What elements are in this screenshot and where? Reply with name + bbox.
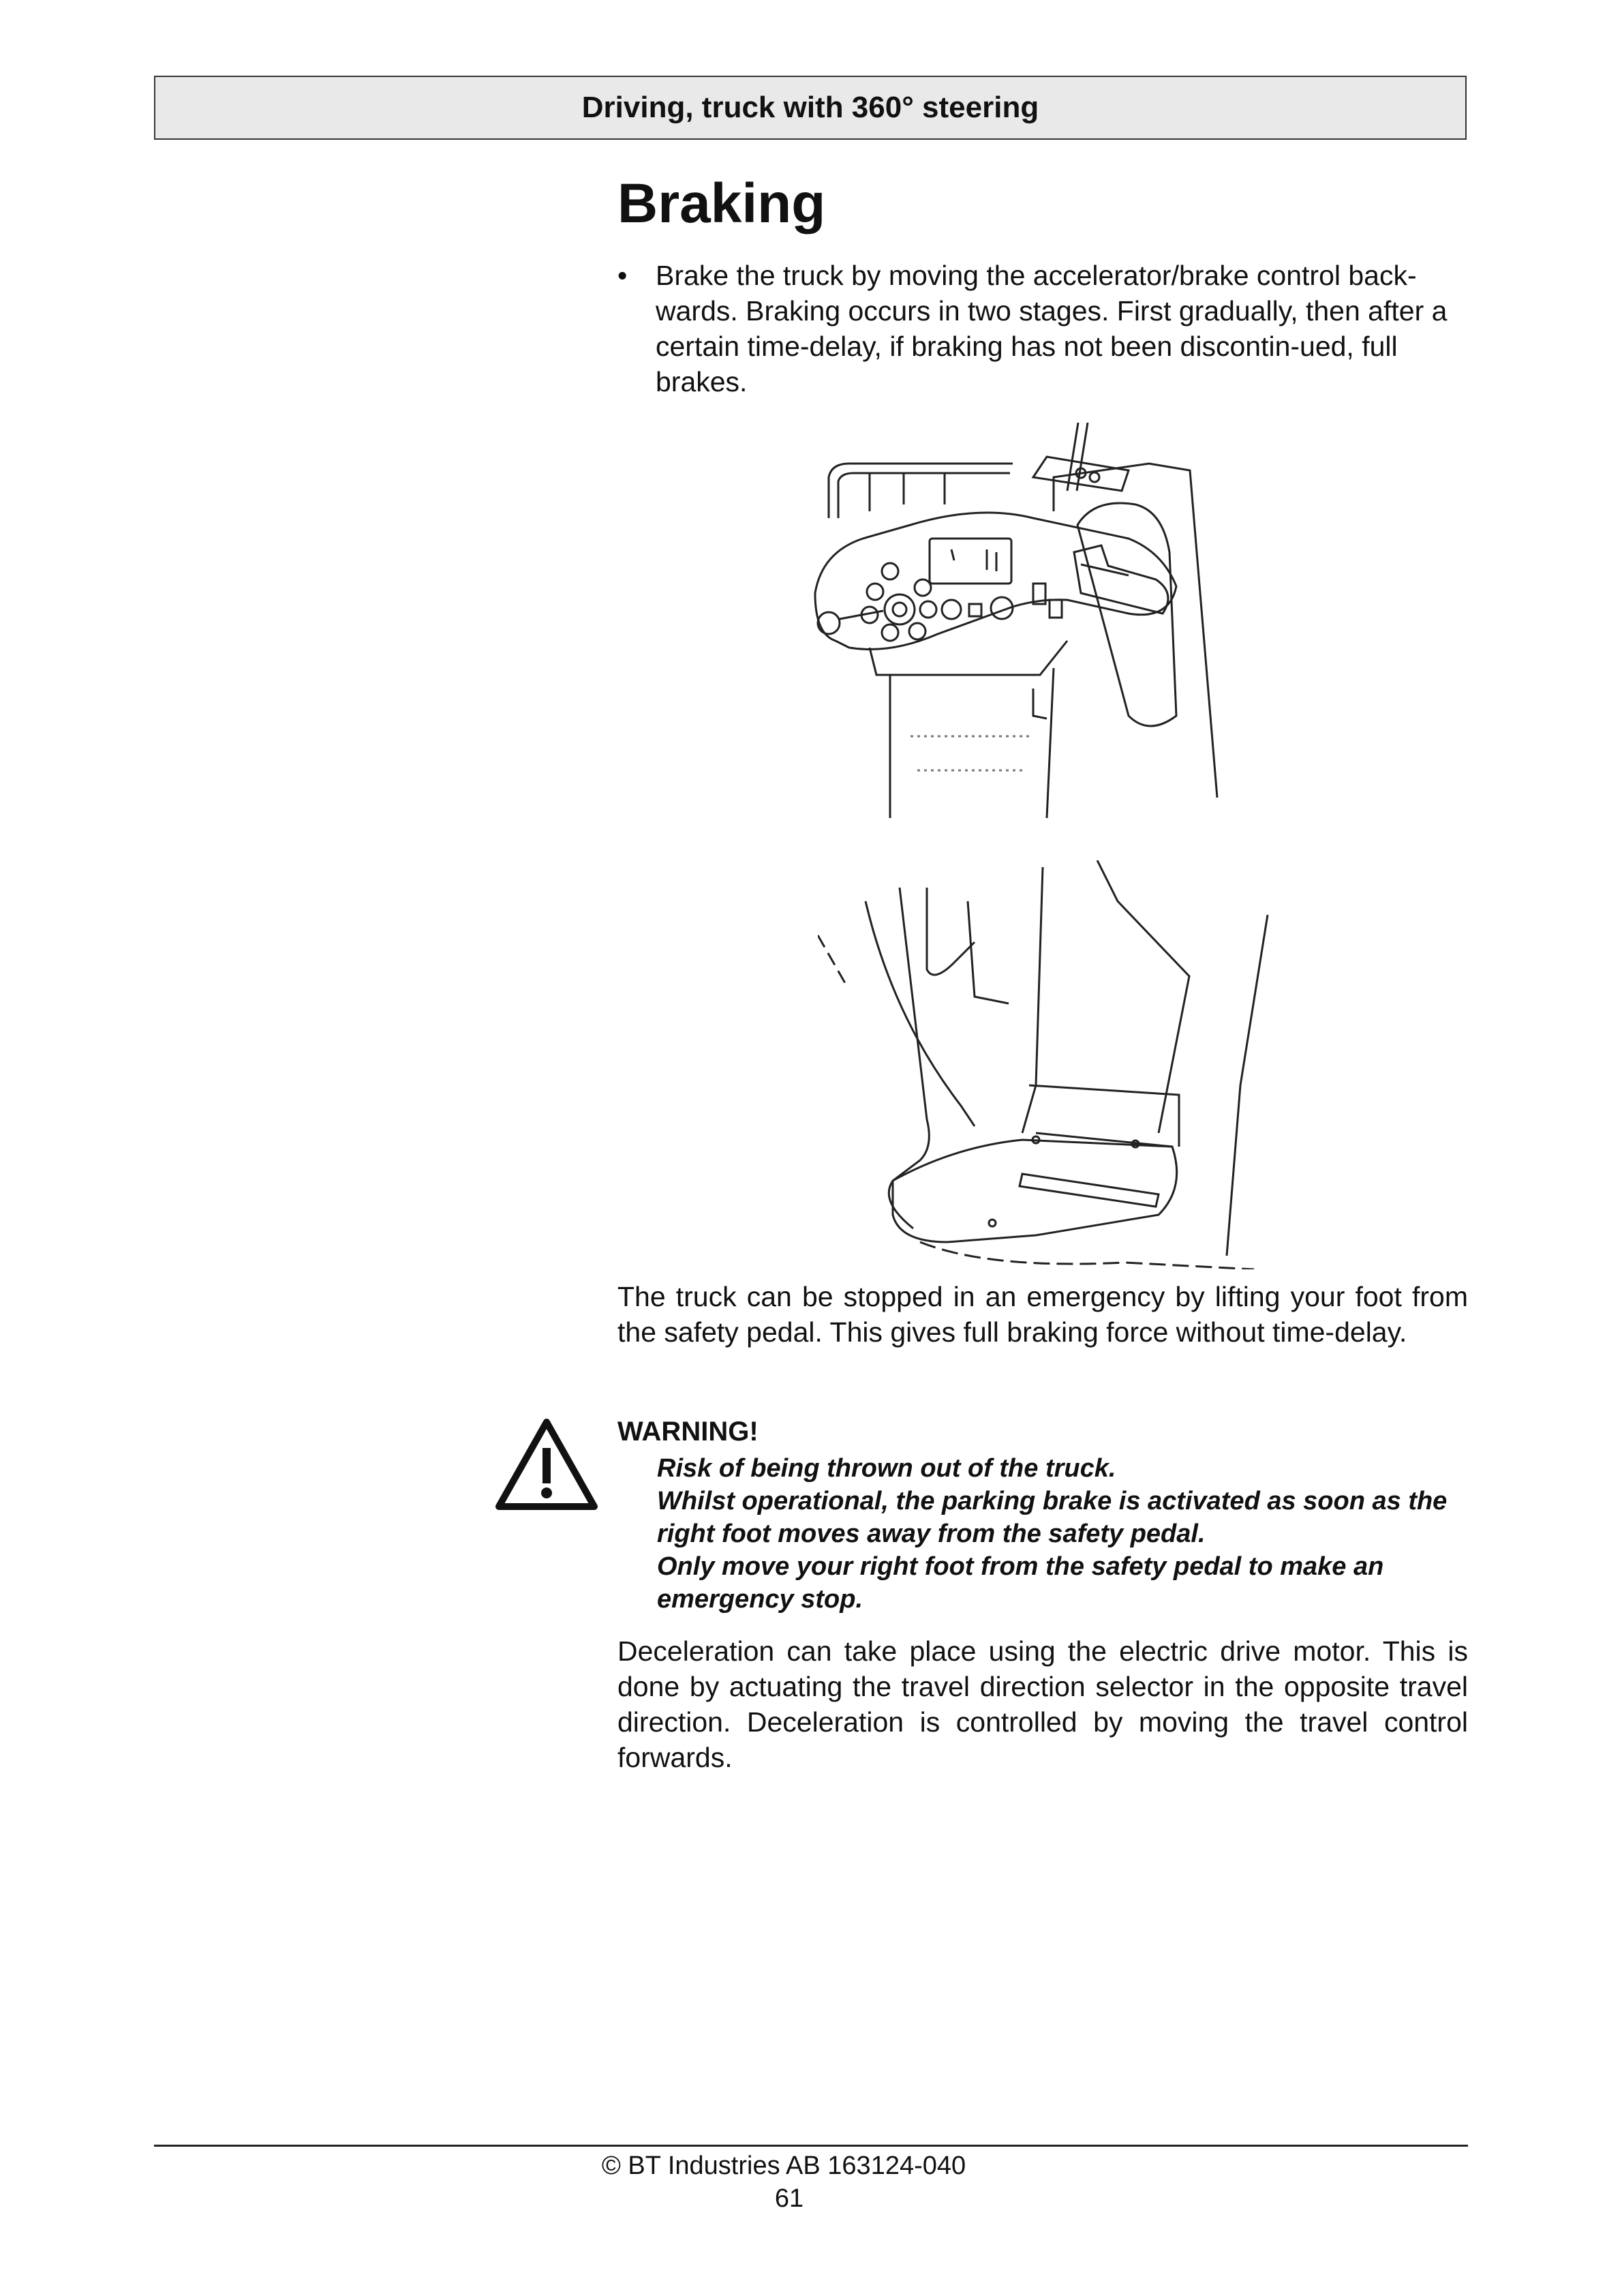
- warning-line: Only move your right foot from the safety pedal to make an emergency stop.: [657, 1552, 1384, 1614]
- safety-pedal-illustration: [818, 860, 1281, 1269]
- page-header: [154, 76, 1467, 140]
- warning-title: WARNING!: [617, 1417, 759, 1447]
- warning-icon: [495, 1418, 598, 1511]
- emergency-stop-paragraph: The truck can be stopped in an emergency by lifting your foot from the safety pedal. This gives full braking force without time-delay.: [617, 1281, 1468, 1348]
- warning-body: [657, 1452, 1468, 1616]
- section-title: Braking: [617, 172, 826, 235]
- bullet-marker: •: [617, 260, 628, 291]
- page-number: 61: [774, 2184, 804, 2213]
- header-title: Driving, truck with 360° steering: [581, 91, 1039, 124]
- warning-line: Whilst operational, the parking brake is activated as soon as the right foot moves away from the safety pedal.: [657, 1487, 1448, 1548]
- control-panel-illustration: [808, 416, 1244, 818]
- footer-copyright: © BT Industries AB 163124-040: [601, 2151, 966, 2180]
- bullet-item: [617, 258, 1468, 399]
- footer-divider: [154, 2145, 1468, 2147]
- warning-line: Risk of being thrown out of the truck.: [657, 1454, 1116, 1483]
- deceleration-paragraph: Deceleration can take place using the electric drive motor. This is done by actuating the travel direction selector in the opposite travel direction. Deceleration is controlled by moving the travel control forwards.: [617, 1635, 1468, 1773]
- bullet-text: Brake the truck by moving the accelerator/brake control back-wards. Braking occurs in two stages. First gradually, then after a certain time-delay, if braking has not been discontin-ued, full brakes.: [656, 260, 1448, 397]
